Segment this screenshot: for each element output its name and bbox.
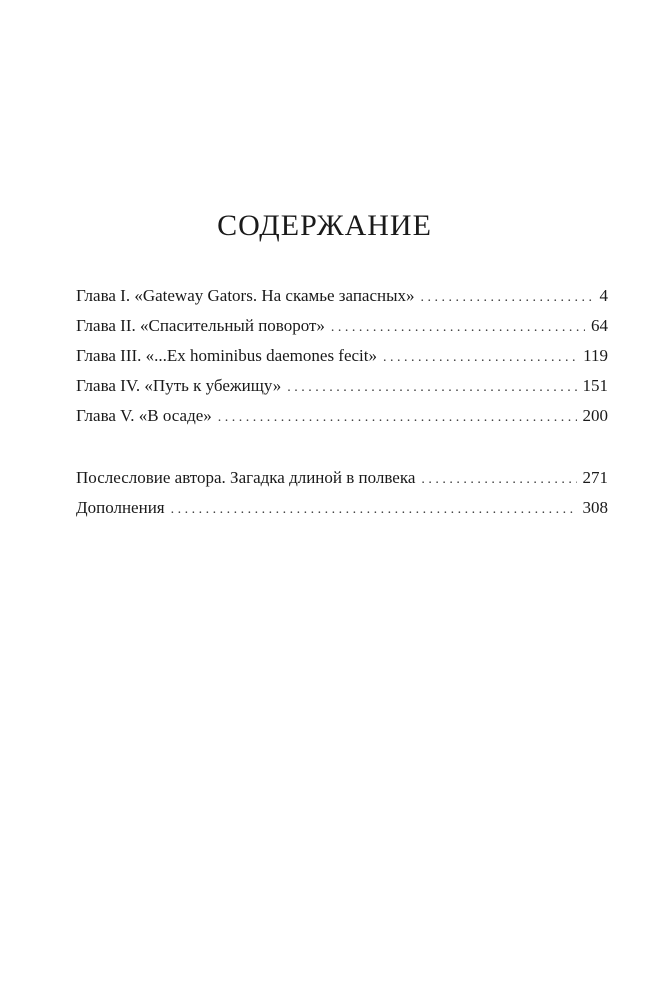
toc-entry-chapter-3[interactable] — [76, 341, 608, 371]
toc-entry-label: Послесловие автора. Загадка длиной в полвека — [76, 468, 416, 487]
dot-leader — [421, 465, 576, 495]
table-of-contents-chapters — [76, 281, 608, 431]
toc-entry-label: Глава II. «Спасительный поворот» — [76, 316, 325, 335]
toc-entry-afterword[interactable] — [76, 463, 608, 493]
toc-entry-page-number: 308 — [582, 498, 608, 517]
toc-entry-label: Глава I. «Gateway Gators. На скамье запасных» — [76, 286, 415, 305]
toc-entry-page-number: 151 — [582, 376, 608, 395]
toc-entry-page-number: 119 — [583, 346, 608, 365]
toc-entry-label: Глава IV. «Путь к убежищу» — [76, 376, 282, 395]
toc-entry-page-number: 4 — [599, 286, 608, 305]
toc-entry-page-number: 64 — [591, 316, 608, 335]
dot-leader — [171, 495, 577, 525]
toc-entry-label: Дополнения — [76, 498, 165, 517]
toc-entry-chapter-1[interactable] — [76, 281, 608, 311]
dot-leader — [287, 373, 576, 403]
toc-entry-appendices[interactable] — [76, 493, 608, 523]
toc-entry-page-number: 271 — [582, 468, 608, 487]
toc-entry-label: Глава V. «В осаде» — [76, 406, 212, 425]
dot-leader — [421, 283, 594, 313]
toc-entry-page-number: 200 — [582, 406, 608, 425]
dot-leader — [383, 343, 577, 373]
toc-entry-chapter-4[interactable] — [76, 371, 608, 401]
toc-entry-chapter-5[interactable] — [76, 401, 608, 431]
dot-leader — [331, 313, 585, 343]
dot-leader — [218, 403, 577, 433]
page-title: СОДЕРЖАНИЕ — [217, 209, 432, 242]
toc-entry-chapter-2[interactable] — [76, 311, 608, 341]
table-of-contents-extras — [76, 463, 608, 523]
toc-entry-label: Глава III. «...Ex hominibus daemones fecit» — [76, 346, 378, 365]
